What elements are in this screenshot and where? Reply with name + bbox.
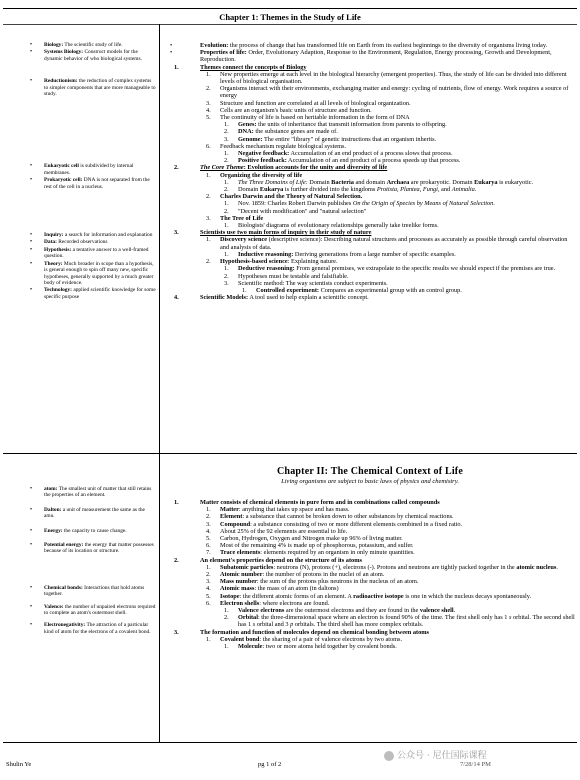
list-subitem: 1. Deductive reasoning: From general premises, we extrapolate to the specific results we should expect if the premises are true. xyxy=(224,265,556,273)
side-term: • Reductionism: the reduction of complex systems to simpler components that are more manageable to study. xyxy=(6,78,156,97)
list-subitem: 2. DNA: the substance genes are made of. xyxy=(224,128,338,136)
list-item: 2. Element: a substance that cannot be broken down to other substances by chemical reactions. xyxy=(206,513,454,521)
side-term: • Technology: applied scientific knowledge for some specific purpose xyxy=(6,287,156,300)
top-rule xyxy=(3,8,577,9)
list-item: 1. Matter: anything that takes up space and has mass. xyxy=(206,506,350,514)
side-term: • Energy: the capacity to cause change. xyxy=(6,528,156,534)
side-term: • Theory: Much broader in scope than a hypothesis, is general enough to spin off many new, specific hypotheses, generally supported by a much greater body of evidence. xyxy=(6,261,156,287)
side-term: • Data: Recorded observations xyxy=(6,239,156,245)
side-term: • Prokaryotic cell: DNA is not separated from the rest of the cell in a nucleus. xyxy=(6,177,156,190)
chapter2-subtitle: Living organisms are subject to basic laws of physics and chemistry. xyxy=(281,478,459,485)
list-item: 1. New properties emerge at each level in the biological hierarchy (emergent properties). Thus, the study of life can be divided into different levels of biological organisation. xyxy=(206,70,567,86)
list-item: 7. Trace elements: elements required by an organism in only minute quantities. xyxy=(206,549,415,557)
section-heading: 1. Matter consists of chemical elements in pure form and in combinations called compounds xyxy=(174,499,440,506)
list-item: 4. Cells are an organism's basic units of structure and function. xyxy=(206,106,372,114)
list-item: 1. Discovery science (descriptive science): Describing natural structures and processes as accurately as possible through careful observation and analysis of data. xyxy=(206,236,568,251)
list-item: 4. About 25% of the 92 elements are essential to life. xyxy=(206,527,348,535)
side-term: • atom: The smallest unit of matter that still retains the properties of an element. xyxy=(6,486,156,499)
section-heading: 2. An element's properties depend on the structure of its atoms xyxy=(174,556,362,564)
chapter1-sidenotes xyxy=(6,42,156,301)
list-subitem: 1. Negative feedback: Accumulation of an end product of a process slows that process. xyxy=(224,150,453,158)
footer-page-number: pg 1 of 2 xyxy=(258,761,282,768)
list-subitem: 2. Domain Eukarya is further divided into the kingdoms Protista, Plantea, Fungi, and Animalia. xyxy=(224,186,477,194)
chapter2-title: Chapter II: The Chemical Context of Life xyxy=(277,466,463,477)
side-term: • Systems Biology: Construct models for the dynamic behavior of who biological systems. xyxy=(6,49,156,62)
list-item: 4. Atomic mass: the mass of an atom (in daltons) xyxy=(206,585,339,593)
side-term: • Biology: The scientific study of life. xyxy=(6,42,156,48)
list-item: 5. Isotope: the different atomic forms of an element. A radioactive isotope is one in which the nucleus decays spontaneously. xyxy=(206,592,532,600)
list-subitem: 1. Inductive reasoning: Deriving generations from a large number of specific examples. xyxy=(224,250,456,258)
properties-item: • Properties of life: Order, Evolutionary Adaption, Response to the Environment, Regulation, Energy processing, Growth and Development, Reproduction. xyxy=(170,49,552,64)
section-heading: 2. The Core Theme: Evolution accounts for the unity and diversity of life xyxy=(174,164,388,172)
chapter1-rule xyxy=(3,24,577,25)
list-item: 2. Atomic number: the number of protons in the nuclei of an atom. xyxy=(206,571,385,579)
list-item: 6. Electron shells: where electrons are found. xyxy=(206,599,330,607)
section-heading: 1. Themes connect the concepts of Biology xyxy=(174,63,307,71)
list-subitem: 2. "Decent with modification" and "natural selection" xyxy=(224,207,367,215)
chapter1-main xyxy=(164,42,576,301)
wechat-icon xyxy=(384,751,394,761)
chapter1-title: Chapter 1: Themes in the Study of Life xyxy=(219,12,361,22)
list-item: 3. Compound: a substance consisting of two or more different elements combined in a fixed ratio. xyxy=(206,520,463,528)
chapter2-main xyxy=(164,499,576,650)
list-item: 5. The continuity of life is based on heritable information in the form of DNA xyxy=(206,114,410,122)
side-term: • Valence: the number of unpaired electrons required to complete an atom's outermost shell. xyxy=(6,604,156,617)
section-heading: 3. Scientists use two main forms of inquiry in their study of nature xyxy=(174,229,372,237)
list-subitem: 1. Genes: the units of inheritance that transmit information from parents to offspring. xyxy=(224,121,447,129)
section-heading: 3. The formation and function of molecules depend on chemical bonding between atoms xyxy=(174,628,429,636)
footer-time: 7/28/14 PM xyxy=(460,761,491,768)
list-subitem: 3. Scientific method: The way scientists conduct experiments. xyxy=(224,279,388,287)
side-term: • Dalton: a unit of measurement the same as the amu. xyxy=(6,507,156,520)
list-subitem: 3. Genome: The entire "library" of genetic instructions that an organism inherits. xyxy=(224,135,437,143)
section-heading: 4. Scientific Models: A tool used to help explain a scientific concept. xyxy=(174,294,369,302)
list-subitem: 1. Molecule: two or more atoms held together by covalent bonds. xyxy=(224,643,397,651)
list-item: 2. Organisms interact with their environments, exchanging matter and energy: cycling of nutrients, flow of energy. Work requires a source of energy xyxy=(206,85,569,100)
footer-author: Shulin Ye xyxy=(6,761,32,768)
list-subitem: 1. Valence electrons are the outermost electrons and they are found in the valence shell. xyxy=(224,607,456,615)
list-item: 6. Most of the remaining 4% is made up of phosphorous, potassium, and sulfer. xyxy=(206,542,414,550)
evolution-item: • Evolution: the process of change that has transformed life on Earth from its earliest beginnings to the diversity of organisms living today. xyxy=(170,42,548,49)
list-item: 2. Hypothesis-based science: Explaining nature. xyxy=(206,258,338,266)
list-item: 6. Feedback mechanism regulate biological systems. xyxy=(206,142,347,150)
list-item: 3. Structure and function are correlated at all levels of biological organization. xyxy=(206,99,411,107)
side-term: • Potential energy: the energy that matter possesses because of its location or structure. xyxy=(6,542,156,555)
chapter2-sidenotes xyxy=(6,486,156,636)
list-subitem: 2. Positive feedback: Accumulation of an end product of a process speeds up that process. xyxy=(224,157,461,165)
list-item: 1. Covalent bond: the sharing of a pair of valence electrons by two atoms. xyxy=(206,635,403,643)
list-item: 1. Subatomic particles: neutrons (N), protons (+), electrons (-). Protons and neutrons are tightly packed together in the atomic nucleus. xyxy=(206,563,558,571)
mid-rule xyxy=(3,453,577,454)
list-subitem: 2. Orbital: the three-dimensional space where an electron is found 90% of the time. The first shell only has 1 s orbital. The second shell has 1 s orbital and 3 p orbitals. The third shell has more complex orbitals. xyxy=(224,614,575,629)
list-subitem: 1. Nov. 1859: Charles Robert Darwin publishes On the Origin of Species by Means of Natural Selection. xyxy=(224,200,495,208)
list-item: 1. Organizing the diversity of life xyxy=(206,171,303,179)
side-term: • Eukaryotic cell is subdivided by internal membranes. xyxy=(6,163,156,176)
bottom-rule xyxy=(3,742,577,743)
watermark: 公众号 · 尼仕国际课程 xyxy=(384,748,487,761)
side-term: • Electronegativity: The attraction of a particular kind of atom for the electrons of a covalent bond. xyxy=(6,622,156,635)
list-item: 5. Carbon, Hydrogen, Oxygen and Nitrogen make up 96% of living matter. xyxy=(206,535,403,543)
list-subsubitem: 1. Controlled experiment: Compares an experimental group with an control group. xyxy=(242,286,462,294)
list-item: 2. Charles Darwin and the Theory of Natural Selection. xyxy=(206,193,363,201)
side-term: • Inquiry: a search for information and explanation xyxy=(6,232,156,238)
list-subitem: 1. The Three Domains of Life: Domain Bacteria and domain Archaea are prokaryotic. Domain Eukarya is eukaryotic. xyxy=(224,178,534,186)
list-item: 3. Mass number: the sum of the protons plus neutrons in the nucleus of an atom. xyxy=(206,578,419,586)
column-divider xyxy=(159,24,160,742)
list-subitem: 1. Biologists' diagrams of evolutionary relationships generally take treelike forms. xyxy=(224,222,439,230)
list-subitem: 2. Hypotheses must be testable and falsifiable. xyxy=(224,272,349,280)
side-term: • Chemical bonds: Interactions that hold atoms together. xyxy=(6,585,156,598)
list-item: 3. The Tree of Life xyxy=(206,214,264,222)
side-term: • Hypothesis: a tentative answer to a well-framed question. xyxy=(6,247,156,260)
